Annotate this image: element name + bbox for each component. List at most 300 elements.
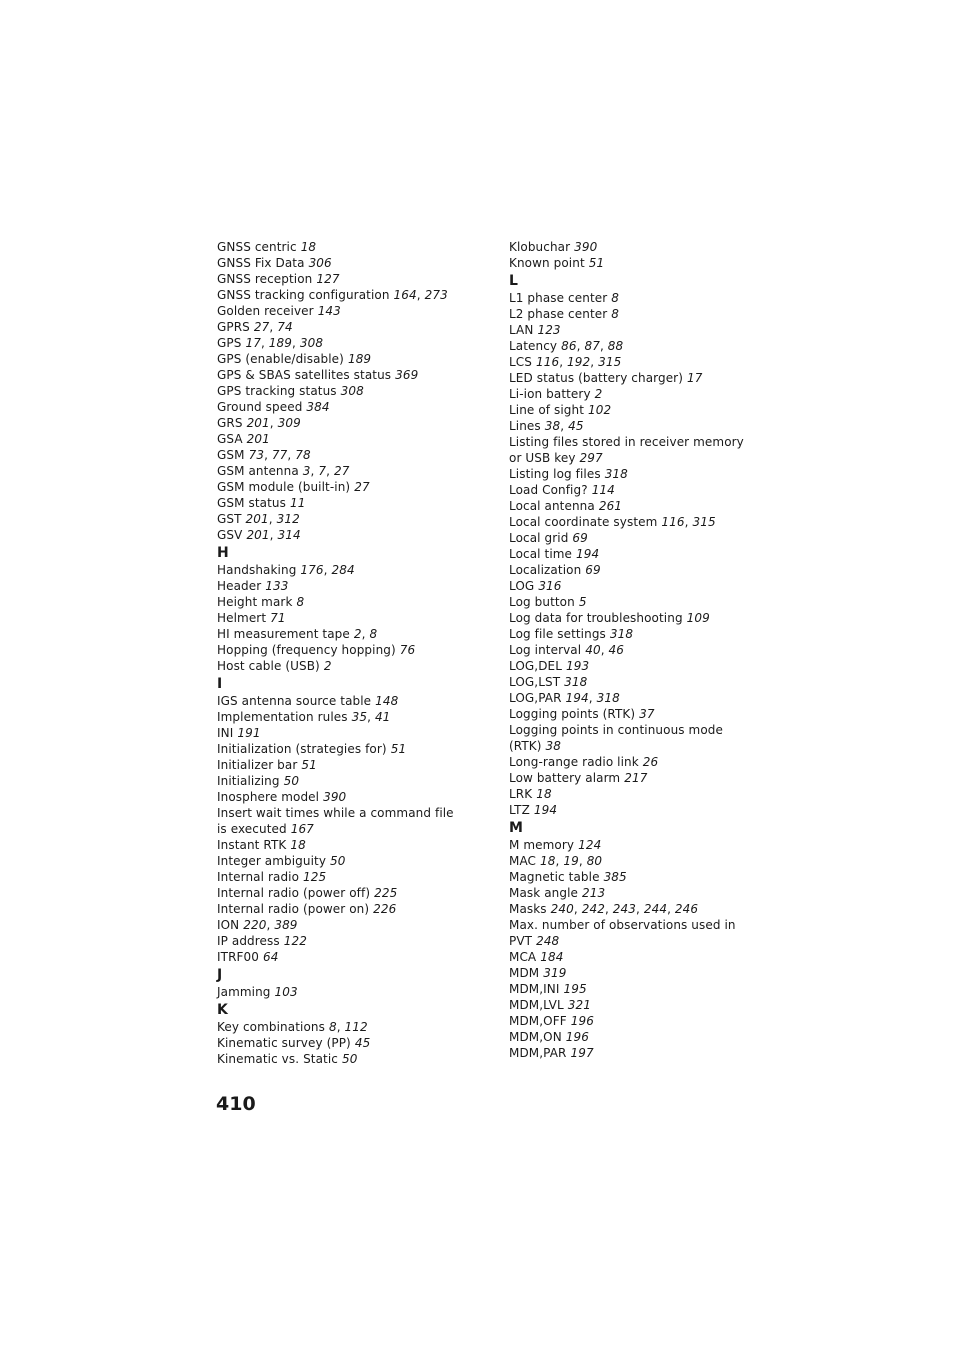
page-reference[interactable]: 201 <box>246 416 270 430</box>
page-reference[interactable]: 217 <box>624 771 648 785</box>
page-reference[interactable]: 8 <box>296 595 305 609</box>
index-term: Low battery alarm <box>509 771 621 785</box>
page-reference[interactable]: 69 <box>585 563 601 577</box>
page-reference[interactable]: 306 <box>308 256 332 270</box>
page-reference[interactable]: 41 <box>374 710 391 724</box>
index-entry: Log interval 40, 46 <box>509 643 625 657</box>
index-term: Log file settings <box>509 627 606 641</box>
index-entry <box>509 290 759 306</box>
index-term: Implementation rules <box>217 710 348 724</box>
index-term: Hopping (frequency hopping) <box>217 643 396 657</box>
page-reference[interactable]: 284 <box>331 563 355 577</box>
index-term: LOG <box>509 579 535 593</box>
page-reference[interactable]: 64 <box>262 950 279 964</box>
page-reference[interactable]: 189 <box>268 336 292 350</box>
index-entry <box>217 869 467 885</box>
page-reference[interactable]: 46 <box>608 643 625 657</box>
index-term: MDM,ON <box>509 1030 562 1044</box>
index-entry <box>217 383 467 399</box>
index-entry <box>217 901 467 917</box>
page-reference[interactable]: 390 <box>574 240 598 254</box>
page-reference[interactable]: 109 <box>686 611 710 625</box>
index-entry <box>217 725 467 741</box>
index-entry <box>509 626 759 642</box>
page-reference[interactable]: 124 <box>578 838 602 852</box>
index-term: GST <box>217 512 242 526</box>
page-reference[interactable]: 3 <box>302 464 311 478</box>
index-entry <box>509 722 759 754</box>
index-term: Internal radio (power off) <box>217 886 371 900</box>
page-reference[interactable]: 125 <box>303 870 327 884</box>
page-reference[interactable]: 314 <box>277 528 301 542</box>
page-reference[interactable]: 112 <box>344 1020 368 1034</box>
index-term: Key combinations <box>217 1020 325 1034</box>
page-reference[interactable]: 176 <box>300 563 324 577</box>
page-reference[interactable]: 2 <box>323 659 332 673</box>
page-reference[interactable]: 143 <box>317 304 341 318</box>
index-section-letter: H <box>217 545 229 561</box>
page-reference[interactable]: 316 <box>538 579 562 593</box>
index-term: Kinematic vs. Static <box>217 1052 338 1066</box>
page-reference[interactable]: 102 <box>588 403 612 417</box>
page-reference[interactable]: 312 <box>276 512 300 526</box>
index-entry <box>217 984 467 1000</box>
page-reference[interactable]: 18 <box>300 240 317 254</box>
page-reference[interactable]: 45 <box>568 419 584 433</box>
index-entry: MAC 18, 19, 80 <box>509 854 603 868</box>
page-reference[interactable]: 321 <box>567 998 591 1012</box>
page-reference[interactable]: 38 <box>545 739 562 753</box>
index-entry <box>217 351 467 367</box>
index-term: Header <box>217 579 262 593</box>
index-entry <box>509 770 759 786</box>
index-entry <box>217 642 467 658</box>
index-entry <box>217 1051 467 1067</box>
index-term: M memory <box>509 838 575 852</box>
page-reference[interactable]: 8 <box>611 307 620 321</box>
page-reference[interactable]: 17 <box>687 371 703 385</box>
index-entry <box>509 255 759 271</box>
page-reference[interactable]: 51 <box>390 742 407 756</box>
index-term: Lines <box>509 419 541 433</box>
page-reference[interactable]: 5 <box>578 595 587 609</box>
index-term: Kinematic survey (PP) <box>217 1036 351 1050</box>
index-entry <box>217 479 467 495</box>
page-reference[interactable]: 17 <box>245 336 261 350</box>
index-entry <box>509 1013 759 1029</box>
index-entry <box>509 239 759 255</box>
page-reference[interactable]: 201 <box>246 432 270 446</box>
index-term: Masks <box>509 902 547 916</box>
page-reference[interactable]: 18 <box>536 787 552 801</box>
index-entry <box>509 949 759 965</box>
index-entry <box>217 578 467 594</box>
page-reference[interactable]: 297 <box>579 451 603 465</box>
index-term: Initializing <box>217 774 280 788</box>
index-entry: GRS 201, 309 <box>217 416 301 430</box>
index-entry <box>509 1045 759 1061</box>
page-reference[interactable]: 18 <box>290 838 306 852</box>
index-term: L2 phase center <box>509 307 608 321</box>
page-reference[interactable]: 133 <box>265 579 289 593</box>
index-entry: LOG,PAR 194, 318 <box>509 691 620 705</box>
page-reference[interactable]: 86 <box>561 339 577 353</box>
page-reference[interactable]: 2 <box>353 627 362 641</box>
page-reference[interactable]: 76 <box>399 643 416 657</box>
index-term: Max. number of observations used in PVT <box>509 918 736 948</box>
index-entry <box>509 658 759 674</box>
index-entry <box>217 789 467 805</box>
index-term: GNSS tracking configuration <box>217 288 390 302</box>
index-entry <box>217 431 467 447</box>
index-term: Local coordinate system <box>509 515 658 529</box>
page-reference[interactable]: 87 <box>584 339 600 353</box>
index-entry <box>509 786 759 802</box>
index-term: GNSS Fix Data <box>217 256 305 270</box>
index-term: Local time <box>509 547 573 561</box>
index-entry <box>509 306 759 322</box>
page-reference[interactable]: 318 <box>564 675 588 689</box>
page-reference[interactable]: 37 <box>639 707 655 721</box>
page-reference[interactable]: 196 <box>565 1030 590 1044</box>
index-term: LED status (battery charger) <box>509 371 683 385</box>
index-entry <box>217 757 467 773</box>
page-reference[interactable]: 114 <box>591 483 615 497</box>
page-reference[interactable]: 50 <box>283 774 300 788</box>
page-reference[interactable]: 309 <box>277 416 301 430</box>
index-entry <box>509 754 759 770</box>
index-term: GNSS reception <box>217 272 313 286</box>
page-reference[interactable]: 167 <box>290 822 314 836</box>
page-reference[interactable]: 71 <box>270 611 286 625</box>
page-reference[interactable]: 122 <box>283 934 307 948</box>
index-entry <box>509 594 759 610</box>
index-entry <box>217 693 467 709</box>
index-entry <box>217 255 467 271</box>
index-entry: HI measurement tape 2, 8 <box>217 627 378 641</box>
index-entry <box>509 482 759 498</box>
index-term: GSM antenna <box>217 464 299 478</box>
page-reference[interactable]: 116 <box>535 355 560 369</box>
index-entry: Latency 86, 87, 88 <box>509 339 624 353</box>
index-term: GSM module (built-in) <box>217 480 351 494</box>
index-entry <box>217 271 467 287</box>
index-entry <box>217 239 467 255</box>
page-reference[interactable]: 201 <box>246 528 270 542</box>
index-entry <box>509 706 759 722</box>
page-reference[interactable]: 389 <box>274 918 298 932</box>
page-reference[interactable]: 77 <box>271 448 288 462</box>
index-term: GSM status <box>217 496 286 510</box>
index-term: IP address <box>217 934 280 948</box>
page-reference[interactable]: 189 <box>347 352 372 366</box>
page-reference[interactable]: 50 <box>330 854 346 868</box>
index-term: Logging points in continuous mode (RTK) <box>509 723 723 753</box>
page-reference[interactable]: 73 <box>248 448 265 462</box>
index-term: Line of sight <box>509 403 585 417</box>
page-reference[interactable]: 11 <box>289 496 306 510</box>
index-entry: GSM antenna 3, 7, 27 <box>217 464 350 478</box>
index-entry <box>217 853 467 869</box>
index-entry <box>217 303 467 319</box>
page-reference[interactable]: 35 <box>351 710 368 724</box>
index-section-letter: J <box>217 967 223 983</box>
page-reference[interactable]: 369 <box>395 368 419 382</box>
index-entry <box>509 610 759 626</box>
index-entry <box>217 367 467 383</box>
index-term: Jamming <box>217 985 271 999</box>
index-term: Long-range radio link <box>509 755 639 769</box>
index-term: Log data for troubleshooting <box>509 611 683 625</box>
index-entry <box>509 434 759 466</box>
page-reference[interactable]: 318 <box>604 467 628 481</box>
page-reference[interactable]: 127 <box>316 272 340 286</box>
page-reference[interactable]: 194 <box>565 691 589 705</box>
page-reference[interactable]: 19 <box>563 854 579 868</box>
index-term: Golden receiver <box>217 304 314 318</box>
index-entry <box>509 997 759 1013</box>
index-section-letter: M <box>509 820 523 836</box>
page-reference[interactable]: 273 <box>424 288 448 302</box>
index-term: LOG,DEL <box>509 659 563 673</box>
page-reference[interactable]: 27 <box>333 464 350 478</box>
page-reference[interactable]: 248 <box>536 934 560 948</box>
page-reference[interactable]: 319 <box>543 966 567 980</box>
index-entry <box>217 741 467 757</box>
index-term: GSV <box>217 528 243 542</box>
index-term: GSM <box>217 448 245 462</box>
page-reference[interactable]: 240 <box>550 902 574 916</box>
index-column-right <box>509 239 759 1061</box>
index-entry <box>509 322 759 338</box>
page-reference[interactable]: 315 <box>692 515 716 529</box>
index-term: Host cable (USB) <box>217 659 320 673</box>
index-term: Known point <box>509 256 585 270</box>
index-entry: GNSS tracking configuration 164, 273 <box>217 288 448 302</box>
page-reference[interactable]: 213 <box>582 886 606 900</box>
index-term: GSA <box>217 432 243 446</box>
page-reference[interactable]: 27 <box>253 320 270 334</box>
page-reference[interactable]: 318 <box>596 691 620 705</box>
page-reference[interactable]: 193 <box>566 659 590 673</box>
page-reference[interactable]: 246 <box>674 902 699 916</box>
page-reference[interactable]: 308 <box>340 384 364 398</box>
page-reference[interactable]: 220 <box>243 918 267 932</box>
index-entry <box>509 562 759 578</box>
index-term: Load Config? <box>509 483 588 497</box>
page-reference[interactable]: 308 <box>299 336 324 350</box>
index-entry <box>509 546 759 562</box>
index-entry <box>509 917 759 949</box>
page-reference[interactable]: 244 <box>643 902 668 916</box>
index-entry <box>217 773 467 789</box>
page-number: 410 <box>216 1093 256 1115</box>
page-reference[interactable]: 51 <box>301 758 317 772</box>
page-reference[interactable]: 184 <box>540 950 564 964</box>
page-reference[interactable]: 196 <box>570 1014 594 1028</box>
index-term: ITRF00 <box>217 950 259 964</box>
index-entry <box>509 530 759 546</box>
page-reference[interactable]: 50 <box>341 1052 358 1066</box>
index-entry: Local coordinate system 116, 315 <box>509 515 716 529</box>
index-entry <box>217 885 467 901</box>
index-entry <box>509 869 759 885</box>
index-term: Local grid <box>509 531 569 545</box>
index-entry <box>509 466 759 482</box>
page-reference[interactable]: 191 <box>237 726 261 740</box>
page-reference[interactable]: 148 <box>375 694 399 708</box>
page-reference[interactable]: 385 <box>603 870 627 884</box>
index-entry <box>217 594 467 610</box>
page-reference[interactable]: 51 <box>588 256 605 270</box>
index-entry: GPRS 27, 74 <box>217 320 293 334</box>
index-term: Handshaking <box>217 563 297 577</box>
index-term: LCS <box>509 355 532 369</box>
index-term: MDM <box>509 966 540 980</box>
page-reference[interactable]: 18 <box>540 854 556 868</box>
index-term: Magnetic table <box>509 870 600 884</box>
index-term: Logging points (RTK) <box>509 707 636 721</box>
index-entry: Handshaking 176, 284 <box>217 563 355 577</box>
index-term: GPS & SBAS satellites status <box>217 368 392 382</box>
index-term: MDM,INI <box>509 982 560 996</box>
index-entry: LCS 116, 192, 315 <box>509 355 622 369</box>
index-term: LTZ <box>509 803 530 817</box>
index-term: HI measurement tape <box>217 627 350 641</box>
index-term: GPS <box>217 336 242 350</box>
page-reference[interactable]: 194 <box>533 803 558 817</box>
index-entry <box>509 578 759 594</box>
index-entry <box>217 399 467 415</box>
page-reference[interactable]: 164 <box>393 288 417 302</box>
index-section-letter: I <box>217 676 223 692</box>
index-entry: GSV 201, 314 <box>217 528 301 542</box>
index-term: MDM,LVL <box>509 998 564 1012</box>
page-reference[interactable]: 116 <box>661 515 685 529</box>
index-entry <box>509 837 759 853</box>
index-term: MCA <box>509 950 537 964</box>
index-entry <box>217 805 467 837</box>
page-reference[interactable]: 78 <box>295 448 311 462</box>
index-term: Internal radio (power on) <box>217 902 370 916</box>
page-reference[interactable]: 26 <box>642 755 659 769</box>
page-reference[interactable]: 8 <box>369 627 378 641</box>
page-reference[interactable]: 80 <box>586 854 603 868</box>
index-entry <box>509 981 759 997</box>
index-term: Helmert <box>217 611 267 625</box>
index-entry <box>217 658 467 674</box>
page-reference[interactable]: 88 <box>607 339 624 353</box>
index-term: Listing log files <box>509 467 601 481</box>
index-entry <box>217 495 467 511</box>
index-term: Initializer bar <box>217 758 298 772</box>
index-entry <box>509 1029 759 1045</box>
index-term: Initialization (strategies for) <box>217 742 387 756</box>
index-entry: Lines 38, 45 <box>509 419 584 433</box>
index-term: INI <box>217 726 234 740</box>
index-entry <box>509 885 759 901</box>
index-term: GPS tracking status <box>217 384 337 398</box>
page-reference[interactable]: 27 <box>354 480 370 494</box>
index-entry <box>509 370 759 386</box>
index-entry <box>509 674 759 690</box>
index-term: MDM,PAR <box>509 1046 567 1060</box>
index-term: Inosphere model <box>217 790 320 804</box>
index-term: Insert wait times while a command file is executed <box>217 806 454 836</box>
index-entry: ION 220, 389 <box>217 918 298 932</box>
page-reference[interactable]: 8 <box>611 291 620 305</box>
page-reference[interactable]: 243 <box>612 902 637 916</box>
page-reference[interactable]: 40 <box>585 643 601 657</box>
page-reference[interactable]: 390 <box>323 790 347 804</box>
index-term: MDM,OFF <box>509 1014 567 1028</box>
page-reference[interactable]: 195 <box>563 982 587 996</box>
page-reference[interactable]: 194 <box>576 547 600 561</box>
page-reference[interactable]: 2 <box>594 387 603 401</box>
page-reference[interactable]: 7 <box>318 464 327 478</box>
index-entry: Implementation rules 35, 41 <box>217 710 391 724</box>
index-entry: GSM 73, 77, 78 <box>217 448 311 462</box>
index-section-letter: L <box>509 273 518 289</box>
index-entry: GST 201, 312 <box>217 512 300 526</box>
page-reference[interactable]: 384 <box>306 400 330 414</box>
index-entry: GPS 17, 189, 308 <box>217 336 324 350</box>
page-reference[interactable]: 318 <box>609 627 634 641</box>
index-term: Klobuchar <box>509 240 571 254</box>
page-reference[interactable]: 315 <box>598 355 622 369</box>
index-term: Localization <box>509 563 582 577</box>
index-entry: Key combinations 8, 112 <box>217 1020 368 1034</box>
page-reference[interactable]: 45 <box>354 1036 371 1050</box>
page-reference[interactable]: 123 <box>537 323 561 337</box>
index-term: Ground speed <box>217 400 303 414</box>
index-entry <box>217 949 467 965</box>
index-term: Li-ion battery <box>509 387 591 401</box>
index-term: Internal radio <box>217 870 300 884</box>
index-section-letter: K <box>217 1002 228 1018</box>
page-reference[interactable]: 192 <box>567 355 591 369</box>
page-reference[interactable]: 103 <box>274 985 298 999</box>
index-entry <box>509 386 759 402</box>
index-entry <box>509 498 759 514</box>
index-column-left <box>217 239 467 1067</box>
index-entry <box>509 802 759 818</box>
page-reference[interactable]: 261 <box>598 499 623 513</box>
page-reference[interactable]: 38 <box>544 419 561 433</box>
index-entry <box>217 933 467 949</box>
page-reference[interactable]: 225 <box>374 886 398 900</box>
index-term: GPRS <box>217 320 250 334</box>
index-term: Local antenna <box>509 499 595 513</box>
index-entry <box>217 610 467 626</box>
page-reference[interactable]: 201 <box>245 512 269 526</box>
page-reference[interactable]: 197 <box>570 1046 594 1060</box>
page-reference[interactable]: 8 <box>328 1020 337 1034</box>
index-term: Log interval <box>509 643 582 657</box>
index-term: Latency <box>509 339 558 353</box>
index-term: LOG,PAR <box>509 691 562 705</box>
index-entry <box>509 402 759 418</box>
page-reference[interactable]: 69 <box>572 531 588 545</box>
index-term: GPS (enable/disable) <box>217 352 344 366</box>
page-reference[interactable]: 74 <box>277 320 293 334</box>
index-term: LOG,LST <box>509 675 561 689</box>
index-term: MAC <box>509 854 537 868</box>
index-term: L1 phase center <box>509 291 608 305</box>
index-term: Log button <box>509 595 575 609</box>
page-reference[interactable]: 226 <box>373 902 397 916</box>
page-reference[interactable]: 242 <box>581 902 605 916</box>
